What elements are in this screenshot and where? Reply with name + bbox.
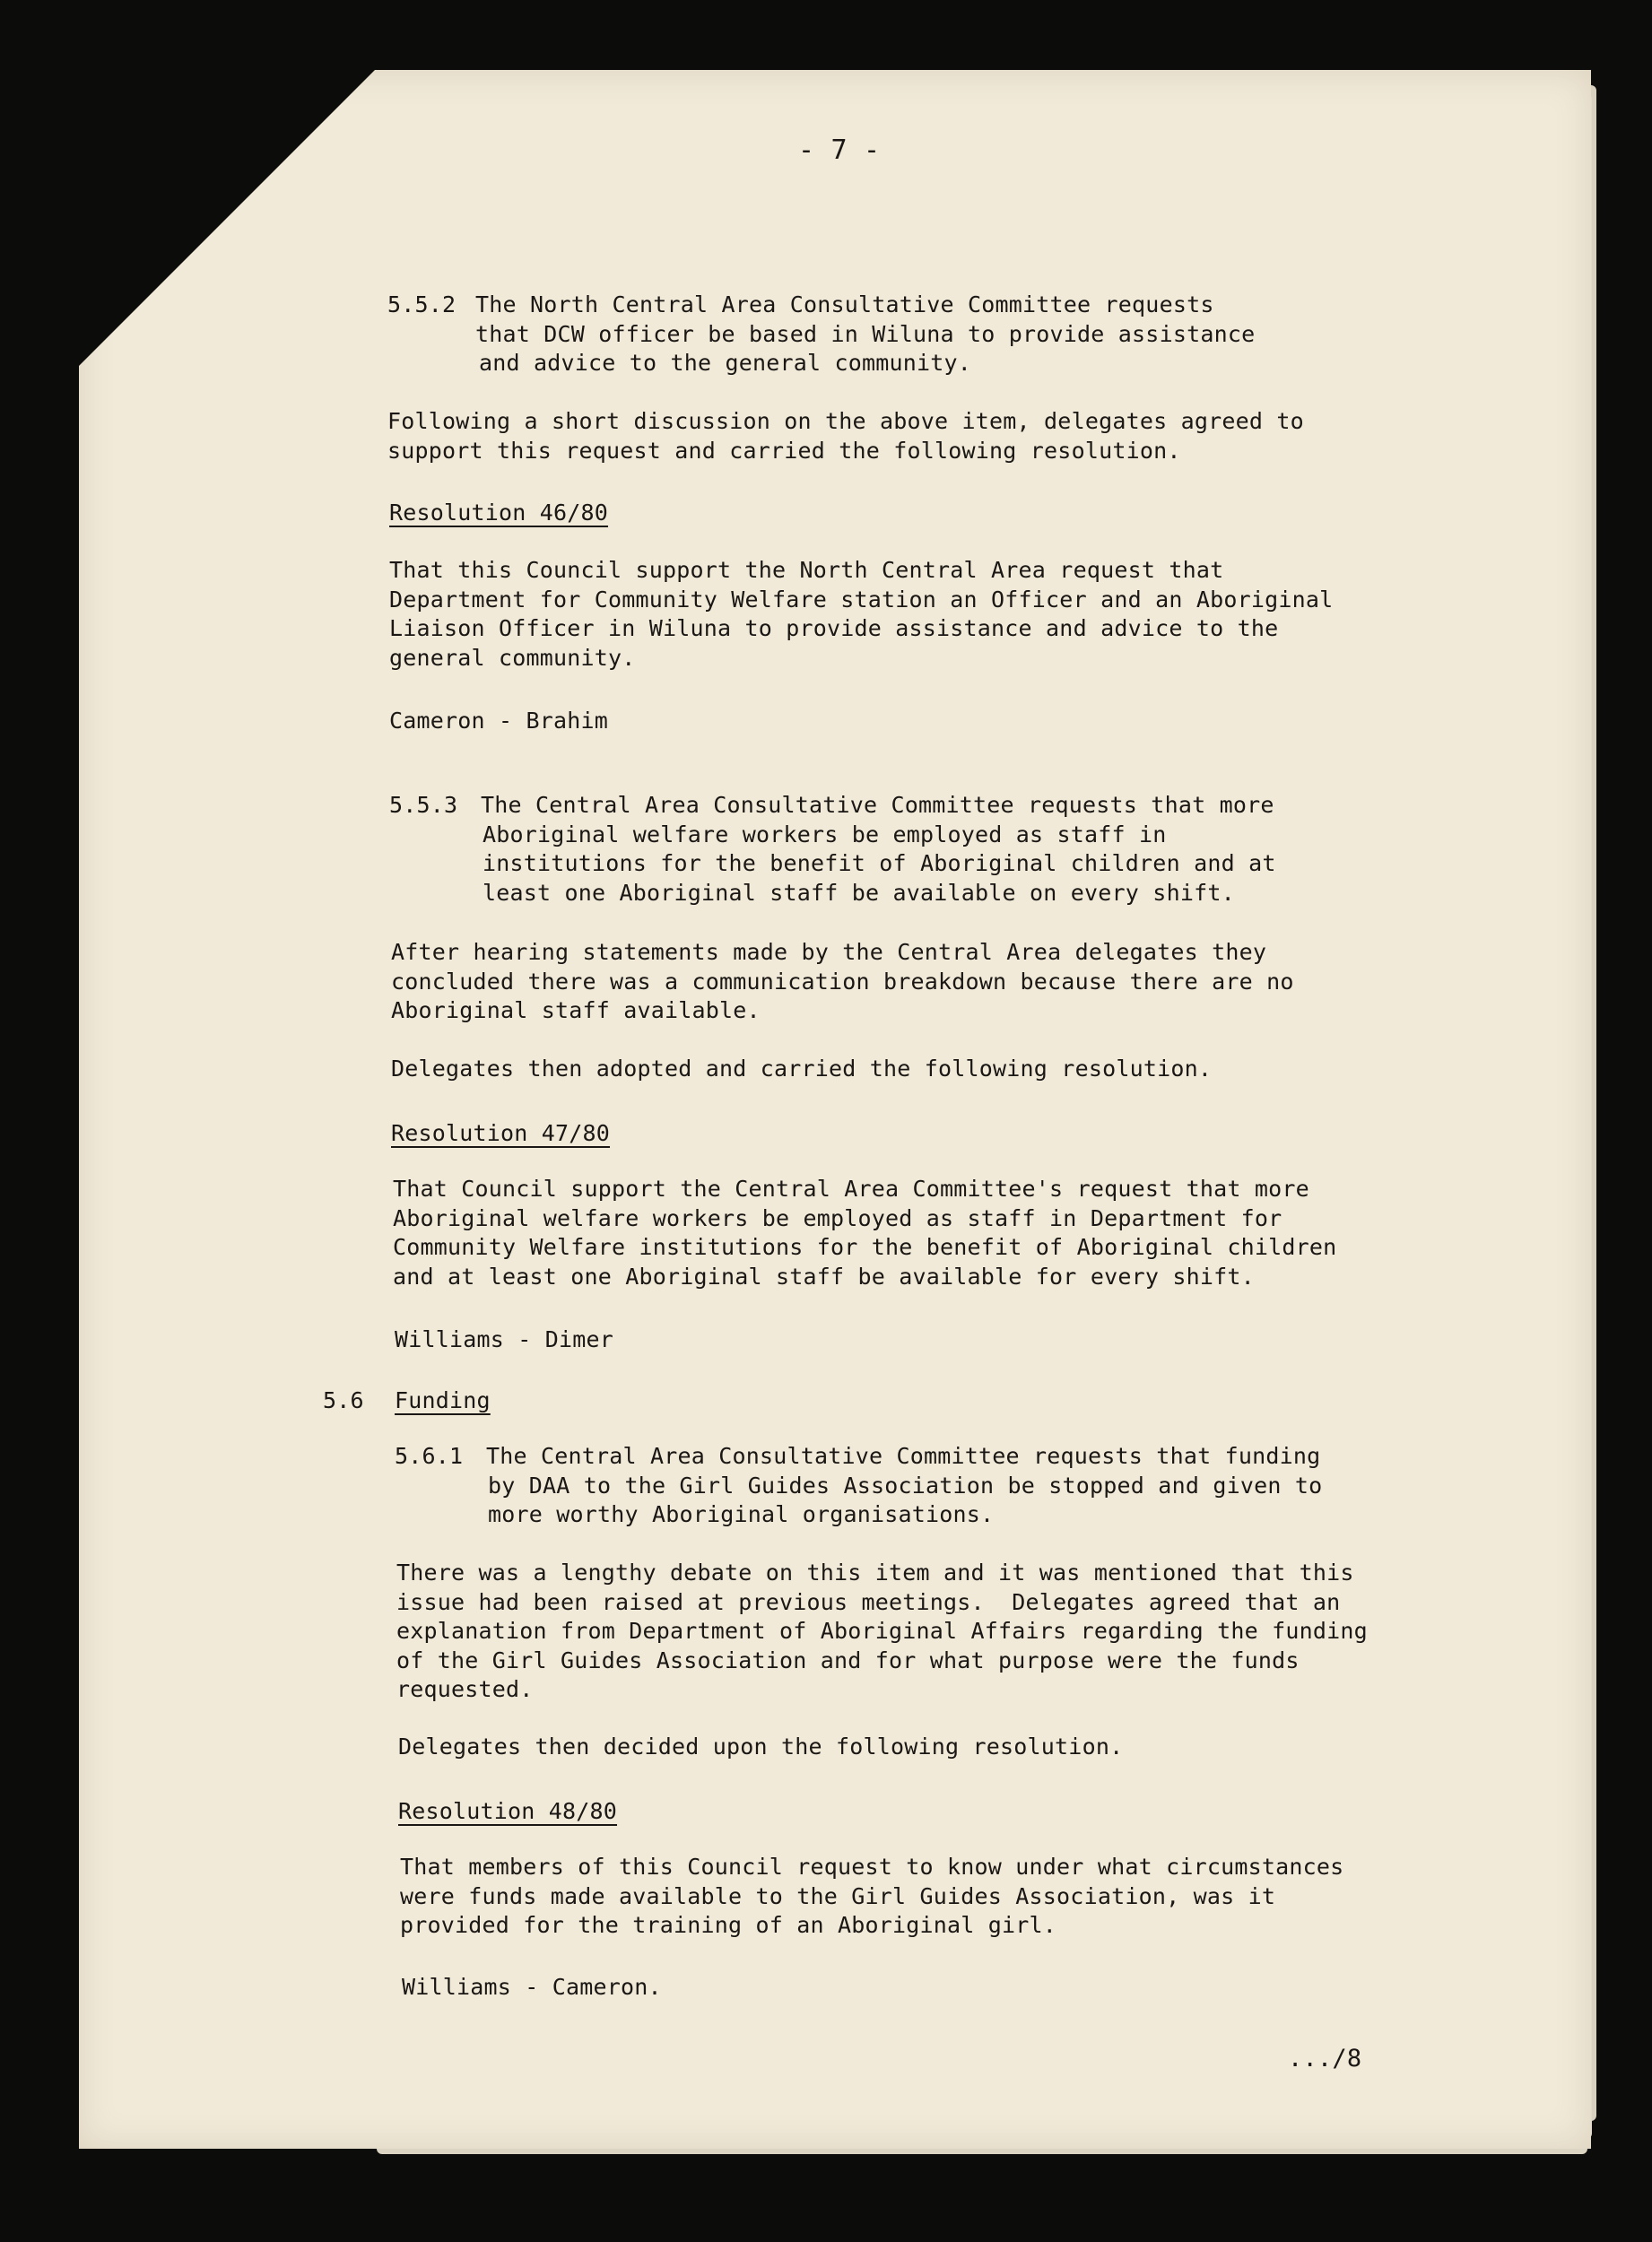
resolution-46-movers: Cameron - Brahim <box>389 708 609 734</box>
resolution-47-heading: Resolution 47/80 <box>391 1120 611 1146</box>
item-5-6-1-text: The Central Area Consultative Committee requests that funding by DAA to the Girl Guides Association be stopped and given to more worthy Aboriginal organisations. <box>486 1443 1323 1527</box>
item-5-5-3-text: The Central Area Consultative Committee requests that more Aboriginal welfare workers be employed as staff in institutions for the benefit of Aboriginal children and at least one Aboriginal staff be available on every shift. <box>481 792 1276 906</box>
resolution-47-movers: Williams - Dimer <box>395 1326 614 1352</box>
item-5-5-2-text: The North Central Area Consultative Committee requests that DCW officer be based in Wiluna to provide assistance and advice to the general community. <box>475 291 1256 376</box>
resolution-48-movers: Williams - Cameron. <box>402 1974 662 2000</box>
document-page <box>79 70 1591 2149</box>
resolution-46-heading: Resolution 46/80 <box>389 500 609 526</box>
item-5-5-3-number: 5.5.3 <box>389 792 458 818</box>
item-5-5-2-number: 5.5.2 <box>387 291 456 317</box>
resolution-48-heading: Resolution 48/80 <box>398 1798 618 1824</box>
resolution-47-text: That Council support the Central Area Committee's request that more Aboriginal welfare workers be employed as staff in Department for Community Welfare institutions for the benefit of Aboriginal children and at least one Aboriginal staff be available for every shift. <box>393 1176 1337 1290</box>
paragraph-after-hearing: After hearing statements made by the Central Area delegates they concluded there was a communication breakdown because there are no Aboriginal staff available. <box>391 939 1294 1023</box>
page-number: - 7 - <box>798 135 881 166</box>
paragraph-following-discussion: Following a short discussion on the above item, delegates agreed to support this request and carried the following resolution. <box>387 408 1304 464</box>
paragraph-lengthy-debate: There was a lengthy debate on this item and it was mentioned that this issue had been raised at previous meetings. Delegates agreed that an explanation from Department of Aboriginal Affairs regarding the funding of the Girl Guides Association and for what purpose were the funds requested. <box>396 1560 1368 1702</box>
section-5-6-number: 5.6 <box>323 1387 364 1413</box>
resolution-46-text: That this Council support the North Central Area request that Department for Community Welfare station an Officer and an Aboriginal Liaison Officer in Wiluna to provide assistance and advice to the general community. <box>389 557 1334 671</box>
item-5-6-1-number: 5.6.1 <box>395 1443 464 1469</box>
resolution-48-text: That members of this Council request to know under what circumstances were funds made available to the Girl Guides Association, was it provided for the training of an Aboriginal girl. <box>400 1854 1344 1938</box>
paragraph-delegates-decided: Delegates then decided upon the following resolution. <box>398 1734 1124 1760</box>
section-5-6-title: Funding <box>395 1387 491 1413</box>
continuation-marker: .../8 <box>1288 2045 1362 2073</box>
paragraph-delegates-adopted: Delegates then adopted and carried the following resolution. <box>391 1056 1213 1082</box>
